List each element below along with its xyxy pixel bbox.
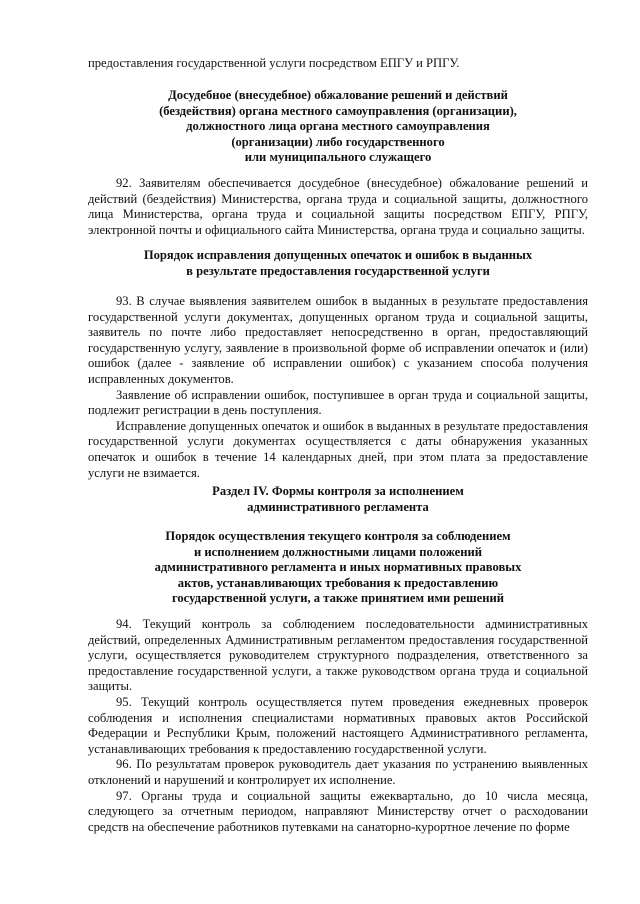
heading-line: в результате предоставления государственной услуги [186,263,490,278]
section-iv-heading [88,484,588,515]
heading-line: Раздел IV. Формы контроля за исполнением [212,484,464,498]
top-line: предоставления государственной услуги посредством ЕПГУ и РПГУ. [88,56,460,70]
heading-line: административного регламента и иных нормативных правовых [154,560,522,575]
heading-line: административного регламента [247,499,429,514]
heading-pre-trial-appeal [88,88,588,166]
paragraphs-94-97 [88,617,588,835]
paragraph-93: 93. В случае выявления заявителем ошибок в выданных в результате предоставления государственной услуги документах, допущенных органом труда и социальной защиты, заявитель по почте либо предоставляет непосредственно в орган, предоставляющий государственную услугу, заявление в произвольной форме об исправлении опечаток и (или) ошибок (далее - заявление об исправлении ошибок) с указанием способа получения исправленных документов. [88,294,588,386]
paragraph-93-correction: Исправление допущенных опечаток и ошибок в выданных в результате предоставления государственной услуги документах осуществляется с даты обнаружения указанных опечаток и ошибок в течение 14 календарных дней, при этом плата за предоставление услуги не взимается. [88,418,588,480]
heading-current-control [88,529,588,607]
paragraph-97: 97. Органы труда и социальной защиты ежеквартально, до 10 числа месяца, следующего за отчетным периодом, направляют Министерству отчет о расходовании средств на обеспечение работников путевками на санаторно-курортное лечение по форме [88,788,588,834]
paragraph-96: 96. По результатам проверок руководитель дает указания по устранению выявленных отклонений и нарушений и контролирует их исполнение. [88,757,588,787]
heading-line: Порядок исправления допущенных опечаток и ошибок в выданных [143,248,533,262]
heading-line: (организации) либо государственного [231,134,445,149]
heading-line: актов, устанавливающих требования к предоставлению [177,575,499,590]
heading-error-correction [88,248,588,279]
heading-line: государственной услуги, а также принятием ими решений [171,591,505,606]
heading-line: Досудебное (внесудебное) обжалование решений и действий [168,88,508,102]
heading-line: или муниципального служащего [244,150,432,165]
paragraph-92: 92. Заявителям обеспечивается досудебное (внесудебное) обжалование решений и действий (бездействия) Министерства, органа труда и социальной защиты, должностного лица Министерства, органа труда и социальной защиты посредством ЕПГУ, РПГУ, электронной почты и официального сайта Министерства, органа труда и социально защиты. [88,176,588,237]
paragraph-93-group [88,294,588,481]
heading-line: и исполнением должностными лицами положений [193,544,483,559]
paragraph-95: 95. Текущий контроль осуществляется путем проведения ежедневных проверок соблюдения и исполнения специалистами нормативных правовых актов Российской Федерации и Республики Крым, положений настоящего Административного регламента, устанавливающих требования к предоставлению государственной услуги. [88,694,588,756]
heading-line: Порядок осуществления текущего контроля за соблюдением [165,529,511,543]
paragraph-94: 94. Текущий контроль за соблюдением последовательности административных действий, определенных Административным регламентом предоставления государственной услуги, осуществляется руководителем структурного подразделения, ответственного за предоставление государственной услуги, а также руководством органа труда и социальной защиты. [88,617,588,694]
paragraph-93-registration: Заявление об исправлении ошибок, поступившее в орган труда и социальной защиты, подлежит регистрации в день поступления. [88,387,588,418]
heading-line: (бездействия) органа местного самоуправления (организации), [159,103,517,118]
heading-line: должностного лица органа местного самоуправления [186,119,490,134]
